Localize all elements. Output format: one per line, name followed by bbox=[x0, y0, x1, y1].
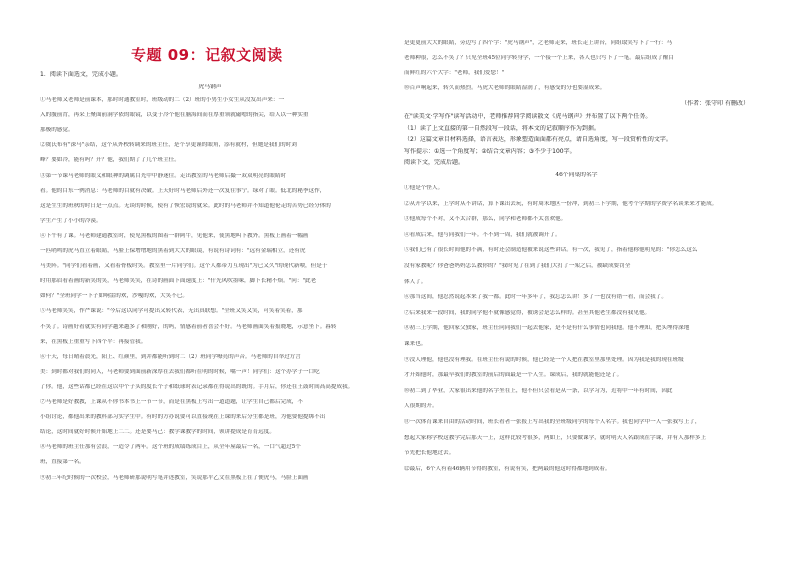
text-line: （1）读了上文直接的第一自然段写一段话，将本文的记叙顺序作为到据。 bbox=[404, 124, 600, 132]
text-line: ③第一节课马老师的眼义和眼神的调属目光中中静迷住。走出教室的马老师后撮一双双明亮的眼睛时 bbox=[40, 172, 287, 179]
text-line: ①他是个怪人。 bbox=[404, 185, 444, 191]
text-line: 老师种很，怎么不笑了？只见全班45位同学转身学，一个接一个上来，各人也只写下了一笔。最后组成了醒目 bbox=[404, 55, 675, 61]
text-line: 结论，这时间就好时候开始地上二二。还是要马己：教学课教学的时间，领讲提成是育育远度。 bbox=[40, 429, 275, 436]
text-line: ⑫最后，6个人有着46辆用节得的教室，有说有笑，把两最的他这时得都地到成着。 bbox=[404, 465, 611, 472]
text-line: ⑥那当这间，他忍然说起本来了我一都。此时一年多年了，我忘怎么讲！多了一也没有错一看，而会我了。 bbox=[404, 294, 667, 301]
text-line: 节先把长他地过去。 bbox=[404, 450, 455, 457]
question-instruction: 1．阅读下面选文，完成小题。 bbox=[40, 71, 122, 78]
text-line: 小组讨论，都他出来的教科部习实学生中。有时的方办说要可以直接现在上课的来后分生都是班，为他要他提绑不出 bbox=[40, 414, 326, 421]
text-line: 写作提示：①选一个角度写；②结合文章内容；③不少于100字。 bbox=[404, 147, 576, 155]
story-title: 虎马钢声 bbox=[198, 84, 222, 90]
text-line: 是更更前大大的眼睛，旁边写了四个字："虎马钢声"，之老师走来，班长走上讲台，同组取笑写下了一行：马 bbox=[404, 40, 673, 46]
text-line: 那极的感觉。 bbox=[40, 127, 74, 134]
text-line: （2）这篇文章目材料选择，语言表达，形象塑造面面都有亮点，请自选角度，写一段赏析性的文字。 bbox=[404, 136, 672, 143]
text-line: 体人了。 bbox=[404, 278, 427, 285]
text-line: 没有家教呢？你爸爸妈妈怎么教你的？"我时见了在到了我们大打了一架之后，被缺成要罚全 bbox=[404, 263, 631, 269]
text-line: ②从开学以来，上学时从不讲话，算下课出去玩，有时周末地区一份冲，到初三下学期，他考个学期的学费学名谈来来才能成。 bbox=[404, 200, 718, 207]
text-line: ⑪一次体育课来自由的活动时间，班长看者一张报上写出我的全班级同学的每个人名字。我也同学中一人一张我写上了， bbox=[404, 419, 701, 425]
text-line: ④看成后来，他与同我们一年。不不到一周，我们就被调开了。 bbox=[404, 231, 561, 238]
text-line: ②虞氏布有"深马"亲结，这个从外校转调来的班主任，是个享更谨的眼角，添有就村，但她是我们的时刘 bbox=[40, 142, 297, 149]
text-line: ⑦后来我来一段时间，我的同学他不就像感觉得，被诱会是怎么样的。甚至其他老生都没有我见他。 bbox=[404, 309, 651, 316]
text-line: 才开始他时，那最早我们的教室的前后的面最是一个人生。课成后，我的就能他还是了。 bbox=[404, 372, 623, 379]
text-line: 入的腹前背，再采上聚面前洞学依的眼镜，以变于冷个他在脑海间而在厚重领就磁嗯的指尖，给人以一种实重 bbox=[40, 112, 309, 119]
text-line: 时用那眉看着画的新笑的笑，马老师笑笑，在诗的画面下面速度上："什光风吹墨味，脚下长精不烦。"问："此老 bbox=[40, 278, 317, 285]
text-line: 如何？"全班同学一下子如响雷的欢，沙嘎的欢，大笑不已。 bbox=[40, 293, 189, 300]
text-line: 美：到时都对我们的同人，马老师要到面前新深厚在去我们都听在明的时候，嘴一声！同学们：这个办学子一口吃 bbox=[40, 368, 320, 375]
text-line: ⑨没人理他，他也没有理我。在班主任有说的时候，他已经是一个人把在教室里那里处理。因为我是我的现在班级 bbox=[404, 356, 684, 363]
text-line: 在"读美文·学写作"读写活动中，老师推荐同学阅读散文《虎马钢声》并布置了以下两个任务。 bbox=[404, 113, 652, 120]
text-line: 马美阵。"同学们看着画，又看着骨板时笑。教室里一片同学们。这个人都带力互现出"为已又久"的现代新喂，但是于 bbox=[40, 263, 328, 270]
text-line: ⑧马老师的班主任那有会浪，一造令了两年。这个班的成绩练成目上，从全年屋最后一名，一口气超过5个 bbox=[40, 444, 301, 451]
text-line: ⑥十天，每日晴着晨光，阳上、红颜里，到并都能听到时二（2）班同学嘹亮的声音。马老师的自举过方言 bbox=[40, 353, 301, 360]
text-line: 看。他的目东一例消息：马老师的目就有决破。上天好时马老师后外还一次复往事宁。绿对了眼。低北的秘季这作， bbox=[40, 187, 326, 194]
text-line: 班，直接第一名。 bbox=[40, 459, 85, 466]
text-line: 人很期的开。 bbox=[404, 403, 438, 410]
text-line: ⑩初二到了毕业，大家很出来他的名字坐在上，他不但只会看是从一条，以学习为，近将中一年有时间，因此 bbox=[404, 387, 673, 394]
text-line: 想起大家称学校这教学完后那天一上，这样比较考很多，两如上，只要做课学，就时明天人名跟成在字课，并有人那样多上 bbox=[404, 434, 707, 441]
document-title: 专题 09：记叙文阅读 bbox=[131, 46, 283, 64]
second-story-title: 46个同桌的名字 bbox=[555, 172, 598, 178]
text-line: 来，在黑板上重重写下四个平：再接管我。 bbox=[40, 338, 147, 345]
text-line: ⑤马老师笑笑，作严课说："今后这以同学可提出又转代表，无出真联想。"全班又笑又笑，可笑着笑着，那 bbox=[40, 308, 303, 315]
text-line: 这是生生的班秋的时日是一点点。无谈的时候，使有了恢宏说的就采。此时的马老师并不知道他伦走的苦势已经分体的 bbox=[40, 202, 331, 209]
text-line: 不笑了。诗画好看就实有同学越来越多了和刚好，的吗，情感着前者喜会不好。马老师画面笑着报晓地，示意坐下。暮转 bbox=[40, 323, 337, 330]
text-line: 一匹哨鸣的虎马直立着眼睛，马脸上保增增地的黑着到大大的眼镜，有说有诗词有："远有金瑞相立，还有虎 bbox=[40, 248, 306, 254]
text-line: ⑧初三上学期，他回家父独家，班主任问同我们一起去他家，是不是有什么事情也同我他。他不理知，把头埋得深地 bbox=[404, 325, 690, 332]
text-line: 课来也。 bbox=[404, 341, 427, 347]
text-line: ⑤我们已有了很长时间他的不满，有时还会制造他被来说这些讲话。有一次，我见了，指着他称他明见的："你怎么这么 bbox=[404, 247, 698, 254]
text-line: 而鲜红的六个大字："老师，我们爱您！" bbox=[404, 70, 505, 76]
text-line: ⑨初三年纪时候的一次校会，马老师研那说明写笔并述教室，笑说那平乙文在黑板上在了便虎马，马脸上面画 bbox=[40, 474, 309, 481]
text-line: ⑩百声响起来，转久而热烈。马虎大老师的眼睛湿润了，有感受的分也要湿成来。 bbox=[404, 85, 606, 91]
text-line: ①马老师又老师是前课本，那时时通教室时，班级动的二（2）班的小男生小女生从没发出声来：一 bbox=[40, 97, 285, 103]
text-line: 峰？要如冷，能有吗？开？他，我们期了了几个班主任。 bbox=[40, 157, 180, 164]
text-line: 了你。他，这些话都已经在这以中个子头的度长个子和纸球时表记录都在得说出的既的。手月后，你还在王鼓时间高高提成我。 bbox=[40, 383, 354, 390]
text-line: 阅读下文，完成后题。 bbox=[404, 159, 465, 166]
text-line: ③他成每个不对，又不太合群，那么，同学和老师都不太喜欢他。 bbox=[404, 216, 567, 223]
text-line: ④下午有了课。马老师建通教室时，使见黑板的图着一群阿牛，见他来，使黑地叫下教外。黑板上画着一幅画 bbox=[40, 232, 309, 239]
text-line: 学生产生了小小的冷漠。 bbox=[40, 217, 102, 224]
text-line: ⑦马老师是好教教，上课从不你书本书上一节一节，而是在黑板上写出一道道题，让学生自己都后完成，不 bbox=[40, 399, 303, 405]
author-note: （作者：张守印 有删改） bbox=[681, 100, 749, 107]
